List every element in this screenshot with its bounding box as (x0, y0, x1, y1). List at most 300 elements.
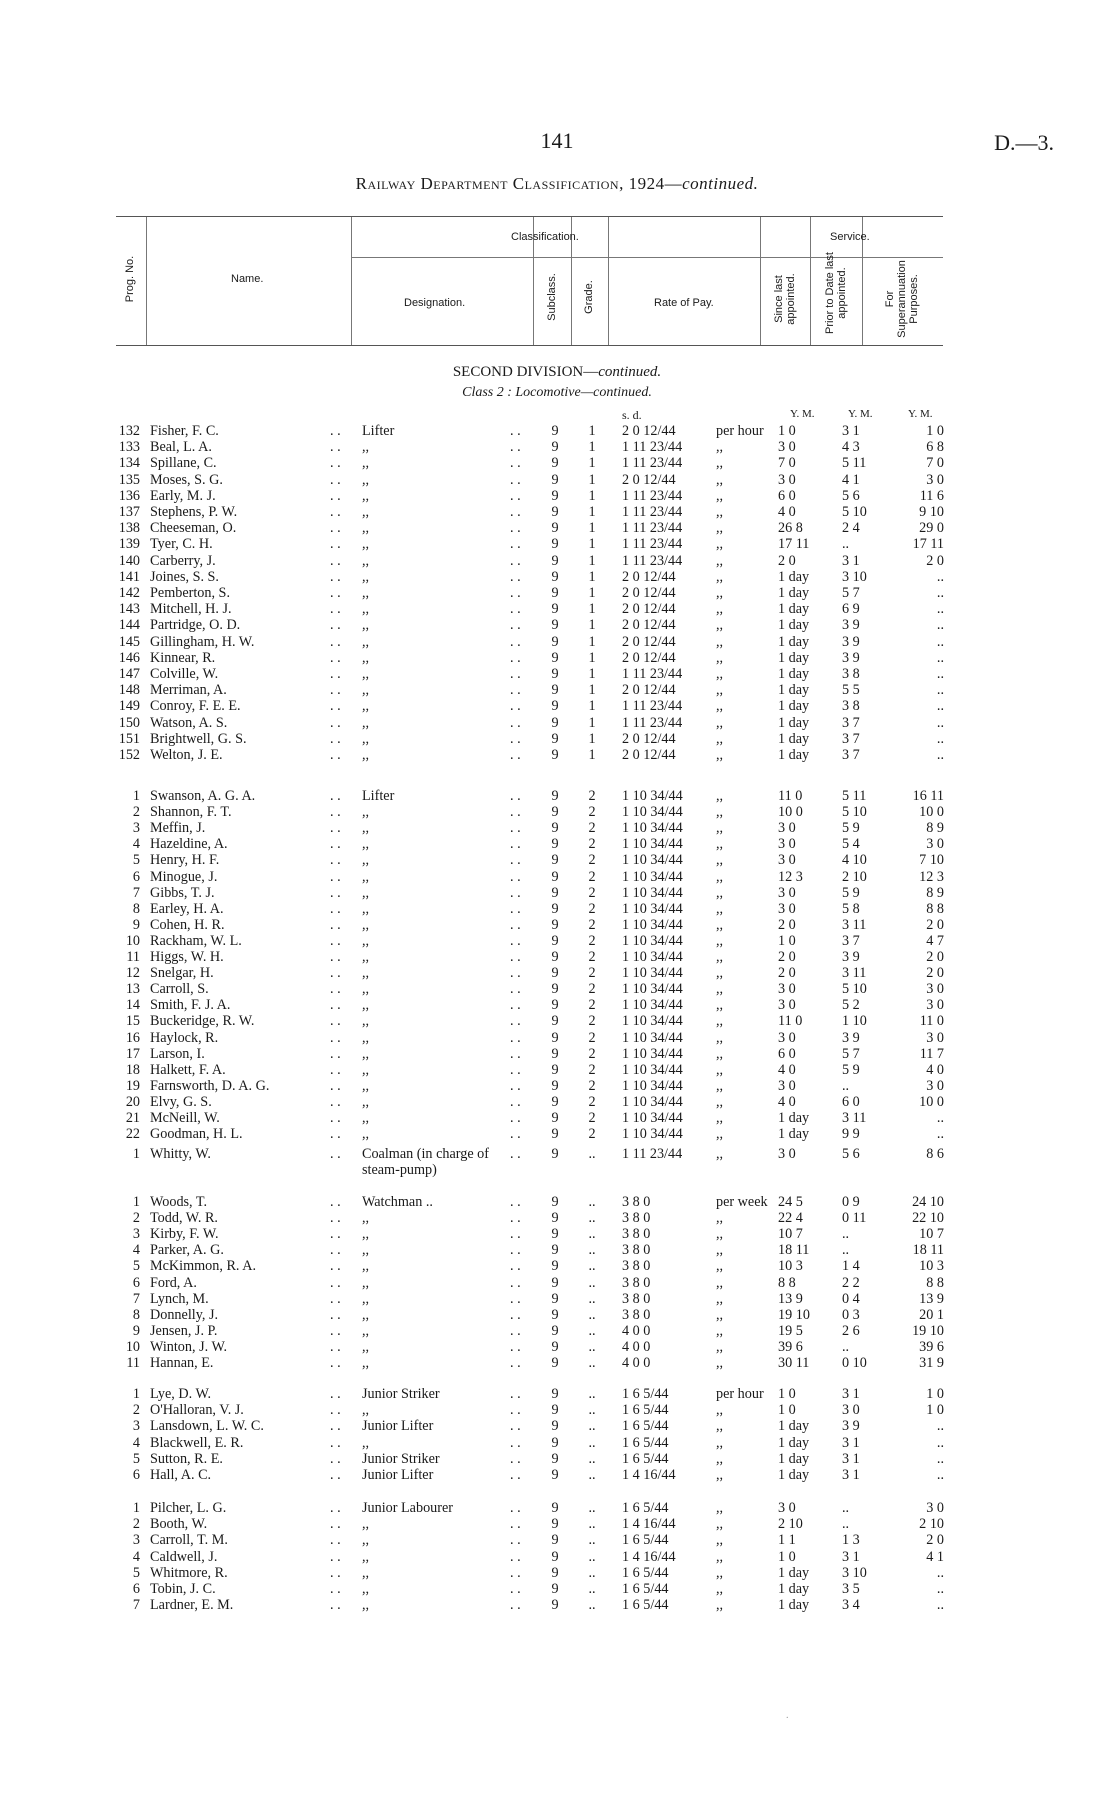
leader-dots: . . (510, 852, 521, 869)
table-row (0, 1110, 1114, 1126)
cell-no: 14 (125, 997, 140, 1014)
cell-s2: 5 5 (842, 682, 860, 699)
cell-grade: 2 (588, 1029, 596, 1046)
cell-sub: 9 (551, 788, 559, 804)
cell-s3: 4 1 (926, 1548, 944, 1565)
cell-name: Halkett, F. A. (150, 1061, 226, 1078)
units-ym2: Y. M. (848, 408, 873, 420)
cell-s3: .. (936, 1418, 944, 1435)
cell-s2: .. (842, 1077, 850, 1094)
table-row (0, 1046, 1114, 1062)
cell-rate: 1 10 34/44 (622, 1029, 683, 1046)
cell-rate: 1 10 34/44 (622, 916, 683, 933)
cell-no: 1 (132, 788, 140, 804)
cell-des: ,, (362, 552, 370, 569)
table-row (0, 949, 1114, 965)
table-row (0, 1094, 1114, 1110)
cell-name: Watson, A. S. (150, 714, 228, 731)
table-row (0, 747, 1114, 763)
cell-s3: .. (936, 1597, 944, 1614)
cell-des: ,, (362, 666, 370, 682)
cell-s1: 3 0 (778, 471, 796, 488)
cell-rate: 3 8 0 (622, 1274, 651, 1291)
cell-s1: 18 11 (778, 1242, 810, 1259)
cell-s1: 12 3 (778, 868, 803, 885)
cell-grade: .. (588, 1274, 596, 1291)
leader-dots: . . (330, 666, 341, 682)
cell-rate: 2 0 12/44 (622, 471, 676, 488)
leader-dots: . . (330, 1274, 341, 1291)
leader-dots: . . (330, 1500, 341, 1516)
cell-grade: 2 (588, 949, 596, 965)
leader-dots: . . (510, 666, 521, 682)
table-row (0, 1500, 1114, 1516)
cell-name: Joines, S. S. (150, 568, 219, 585)
cell-des: Lifter (362, 788, 395, 804)
leader-dots: . . (510, 1029, 521, 1046)
table-row (0, 1516, 1114, 1532)
cell-sub: 9 (551, 455, 559, 472)
leader-dots: . . (330, 1386, 341, 1402)
cell-rate: 2 0 12/44 (622, 682, 676, 699)
leader-dots: . . (510, 1077, 521, 1094)
cell-s3: 9 10 (919, 504, 944, 520)
header-subclass: Subclass. (546, 273, 558, 321)
cell-des: ,, (362, 1338, 370, 1355)
cell-rate: 1 10 34/44 (622, 1077, 683, 1094)
cell-unit: ,, (716, 617, 724, 634)
cell-s1: 1 day (778, 1110, 810, 1126)
cell-name: McNeill, W. (150, 1110, 220, 1126)
cell-no: 134 (118, 455, 140, 472)
cell-des: ,, (362, 949, 370, 965)
leader-dots: . . (330, 423, 341, 439)
cell-s3: 10 0 (919, 1093, 944, 1110)
cell-grade: .. (588, 1581, 596, 1597)
cell-no: 4 (132, 1548, 140, 1565)
cell-s2: 5 11 (842, 455, 867, 472)
cell-unit: ,, (716, 1013, 724, 1030)
cell-s1: 19 10 (778, 1306, 810, 1323)
cell-unit: ,, (716, 868, 724, 885)
cell-sub: 9 (551, 568, 559, 585)
table-row (0, 1062, 1114, 1078)
table-row (0, 715, 1114, 731)
cell-rate: 1 6 5/44 (622, 1418, 669, 1435)
cell-s2: 3 9 (842, 1418, 860, 1435)
cell-s1: 3 0 (778, 1146, 796, 1162)
leader-dots: . . (330, 1450, 341, 1467)
cell-sub: 9 (551, 666, 559, 682)
cell-no: 17 (125, 1045, 140, 1062)
cell-unit: ,, (716, 1322, 724, 1339)
division-title: SECOND DIVISION— (452, 364, 599, 380)
cell-no: 21 (125, 1110, 140, 1126)
cell-grade: 1 (588, 471, 596, 488)
leader-dots: . . (510, 868, 521, 885)
table-row (0, 885, 1114, 901)
leader-dots: . . (510, 1110, 521, 1126)
cell-sub: 9 (551, 1194, 559, 1210)
leader-dots: . . (330, 471, 341, 488)
cell-s2: 3 1 (842, 423, 860, 439)
leader-dots: . . (510, 423, 521, 439)
cell-grade: 1 (588, 601, 596, 618)
cell-s3: .. (936, 1126, 944, 1143)
cell-s2: 3 9 (842, 949, 860, 965)
cell-s3: .. (936, 585, 944, 601)
table-row (0, 601, 1114, 617)
cell-sub: 9 (551, 536, 559, 553)
cell-des: ,, (362, 1434, 370, 1451)
leader-dots: . . (330, 1146, 341, 1162)
cell-sub: 9 (551, 1564, 559, 1581)
cell-rate: 1 10 34/44 (622, 788, 683, 804)
cell-s1: 2 0 (778, 965, 796, 982)
cell-sub: 9 (551, 868, 559, 885)
cell-s1: 24 5 (778, 1194, 803, 1210)
cell-s1: 3 0 (778, 900, 796, 917)
cell-sub: 9 (551, 916, 559, 933)
cell-rate: 1 6 5/44 (622, 1581, 669, 1597)
cell-s1: 2 0 (778, 916, 796, 933)
leader-dots: . . (330, 852, 341, 869)
cell-rate: 3 8 0 (622, 1226, 651, 1243)
cell-grade: .. (588, 1500, 596, 1516)
cell-name: Booth, W. (150, 1516, 208, 1533)
cell-sub: 9 (551, 1093, 559, 1110)
cell-name: Moses, S. G. (150, 471, 223, 488)
cell-unit: ,, (716, 932, 724, 949)
cell-name: Pilcher, L. G. (150, 1500, 227, 1516)
leader-dots: . . (510, 439, 521, 456)
table-row (0, 1078, 1114, 1094)
leader-dots: . . (330, 900, 341, 917)
cell-name: Ford, A. (150, 1274, 197, 1291)
leader-dots: . . (510, 836, 521, 853)
cell-name: Shannon, F. T. (150, 804, 232, 821)
cell-s2: 5 9 (842, 1061, 860, 1078)
cell-s3: 2 0 (926, 949, 944, 965)
table-row (0, 1355, 1114, 1371)
cell-unit: ,, (716, 1338, 724, 1355)
cell-des: ,, (362, 1532, 370, 1549)
cell-sub: 9 (551, 1290, 559, 1307)
leader-dots: . . (510, 1126, 521, 1143)
cell-grade: 2 (588, 788, 596, 804)
cell-des: ,, (362, 1564, 370, 1581)
title-main: Railway Department Classification, 1924— (355, 174, 683, 193)
cell-sub: 9 (551, 439, 559, 456)
leader-dots: . . (510, 633, 521, 650)
cell-s1: 17 11 (778, 536, 810, 553)
leader-dots: . . (330, 747, 341, 763)
cell-sub: 9 (551, 1450, 559, 1467)
cell-sub: 9 (551, 1029, 559, 1046)
cell-s3: 4 7 (926, 932, 944, 949)
table-row (0, 1418, 1114, 1434)
table-row (0, 1339, 1114, 1355)
cell-unit: ,, (716, 1110, 724, 1126)
cell-rate: 1 11 23/44 (622, 439, 683, 456)
cell-no: 8 (132, 900, 140, 917)
cell-no: 7 (132, 1597, 140, 1614)
cell-des: ,, (362, 1013, 370, 1030)
cell-rate: 1 10 34/44 (622, 932, 683, 949)
cell-rate: 3 8 0 (622, 1242, 651, 1259)
leader-dots: . . (330, 1597, 341, 1614)
cell-s3: 31 9 (919, 1355, 944, 1371)
cell-no: 5 (132, 1450, 140, 1467)
cell-name: O'Halloran, V. J. (150, 1402, 244, 1419)
leader-dots: . . (510, 617, 521, 634)
cell-name: Fisher, F. C. (150, 423, 219, 439)
cell-s1: 11 0 (778, 1013, 803, 1030)
cell-s1: 1 day (778, 1467, 810, 1483)
cell-unit: ,, (716, 666, 724, 682)
cell-s2: 3 9 (842, 1029, 860, 1046)
cell-name: Carberry, J. (150, 552, 216, 569)
cell-grade: 1 (588, 455, 596, 472)
leader-dots: . . (510, 682, 521, 699)
cell-unit: ,, (716, 949, 724, 965)
leader-dots: . . (330, 1061, 341, 1078)
cell-rate: 2 0 12/44 (622, 423, 676, 439)
cell-grade: .. (588, 1467, 596, 1483)
cell-sub: 9 (551, 836, 559, 853)
leader-dots: . . (330, 868, 341, 885)
cell-no: 144 (118, 617, 140, 634)
cell-unit: ,, (716, 1146, 724, 1162)
cell-des: ,, (362, 965, 370, 982)
table-row (0, 504, 1114, 520)
cell-rate: 1 10 34/44 (622, 1061, 683, 1078)
cell-s2: 2 4 (842, 520, 860, 537)
table-row (0, 852, 1114, 868)
cell-s2: 6 0 (842, 1093, 860, 1110)
cell-unit: ,, (716, 455, 724, 472)
cell-s3: .. (936, 633, 944, 650)
cell-sub: 9 (551, 747, 559, 763)
cell-unit: ,, (716, 1126, 724, 1143)
cell-name: Carroll, T. M. (150, 1532, 228, 1549)
cell-s3: 7 10 (919, 852, 944, 869)
cell-grade: 2 (588, 1093, 596, 1110)
leader-dots: . . (330, 1029, 341, 1046)
leader-dots: . . (510, 884, 521, 901)
cell-grade: 1 (588, 649, 596, 666)
cell-no: 4 (132, 1434, 140, 1451)
cell-name: Donnelly, J. (150, 1306, 219, 1323)
cell-s1: 2 0 (778, 949, 796, 965)
leader-dots: . . (330, 1322, 341, 1339)
cell-grade: 2 (588, 1077, 596, 1094)
cell-name: Partridge, O. D. (150, 617, 241, 634)
cell-s3: 3 0 (926, 981, 944, 998)
cell-s2: 1 4 (842, 1258, 860, 1275)
cell-s3: .. (936, 666, 944, 682)
cell-des: ,, (362, 585, 370, 601)
leader-dots: . . (330, 455, 341, 472)
cell-grade: .. (588, 1226, 596, 1243)
cell-grade: .. (588, 1306, 596, 1323)
leader-dots: . . (510, 601, 521, 618)
cell-des: Watchman .. (362, 1194, 433, 1210)
cell-des: Junior Striker (362, 1386, 440, 1402)
cell-s3: 13 9 (919, 1290, 944, 1307)
cell-name: Caldwell, J. (150, 1548, 218, 1565)
table-row (0, 488, 1114, 504)
cell-s1: 2 10 (778, 1516, 803, 1533)
header-super: For Superannuation Purposes. (884, 260, 920, 338)
cell-grade: 1 (588, 698, 596, 715)
leader-dots: . . (510, 1146, 521, 1162)
page-number: 141 (540, 128, 574, 153)
cell-s3: .. (936, 1581, 944, 1597)
cell-grade: 2 (588, 868, 596, 885)
table-row (0, 997, 1114, 1013)
cell-des: ,, (362, 1402, 370, 1419)
leader-dots: . . (510, 747, 521, 763)
leader-dots: . . (510, 1242, 521, 1259)
table-row (0, 1013, 1114, 1029)
cell-grade: 2 (588, 1013, 596, 1030)
cell-sub: 9 (551, 1500, 559, 1516)
cell-sub: 9 (551, 1146, 559, 1162)
cell-name: Mitchell, H. J. (150, 601, 232, 618)
leader-dots: . . (330, 714, 341, 731)
cell-des: ,, (362, 1516, 370, 1533)
cell-no: 3 (132, 1226, 140, 1243)
header-prog-no: Prog. No. (124, 255, 136, 303)
leader-dots: . . (330, 1548, 341, 1565)
cell-rate: 1 10 34/44 (622, 949, 683, 965)
table-row (0, 1242, 1114, 1258)
leader-dots: . . (510, 649, 521, 666)
cell-s2: 3 7 (842, 932, 860, 949)
cell-sub: 9 (551, 1077, 559, 1094)
cell-name: Cohen, H. R. (150, 916, 225, 933)
cell-sub: 9 (551, 1242, 559, 1259)
cell-s1: 19 5 (778, 1322, 803, 1339)
cell-rate: 1 10 34/44 (622, 981, 683, 998)
cell-rate: 2 0 12/44 (622, 617, 676, 634)
table-row (0, 901, 1114, 917)
cell-unit: ,, (716, 1516, 724, 1533)
cell-rate: 1 4 16/44 (622, 1548, 676, 1565)
cell-sub: 9 (551, 852, 559, 869)
header-since: Since last appointed. (773, 273, 797, 325)
cell-sub: 9 (551, 1548, 559, 1565)
cell-des: ,, (362, 1242, 370, 1259)
cell-unit: ,, (716, 1061, 724, 1078)
cell-grade: 1 (588, 536, 596, 553)
document-reference: D.—3. (994, 130, 1054, 155)
cell-no: 137 (118, 504, 140, 520)
cell-unit: ,, (716, 1500, 724, 1516)
cell-des: ,, (362, 471, 370, 488)
cell-des: ,, (362, 916, 370, 933)
cell-sub: 9 (551, 1045, 559, 1062)
cell-no: 12 (125, 965, 140, 982)
cell-des: ,, (362, 487, 370, 504)
cell-s1: 4 0 (778, 504, 796, 520)
cell-no: 22 (125, 1126, 140, 1143)
cell-no: 11 (126, 1355, 140, 1371)
cell-s3: .. (936, 682, 944, 699)
cell-s3: 8 6 (926, 1146, 944, 1162)
cell-s1: 7 0 (778, 455, 796, 472)
cell-s2: 3 11 (842, 1110, 867, 1126)
cell-no: 19 (125, 1077, 140, 1094)
cell-no: 3 (132, 1532, 140, 1549)
table-row (0, 585, 1114, 601)
cell-no: 10 (125, 1338, 140, 1355)
table-row (0, 1146, 1114, 1178)
cell-sub: 9 (551, 698, 559, 715)
leader-dots: . . (510, 1338, 521, 1355)
table-row (0, 536, 1114, 552)
cell-rate: 1 10 34/44 (622, 836, 683, 853)
leader-dots: . . (510, 568, 521, 585)
table-row (0, 981, 1114, 997)
cell-name: Farnsworth, D. A. G. (150, 1077, 270, 1094)
table-row (0, 650, 1114, 666)
cell-unit: ,, (716, 1093, 724, 1110)
table-row (0, 1467, 1114, 1483)
cell-rate: 2 0 12/44 (622, 649, 676, 666)
table-row (0, 836, 1114, 852)
cell-sub: 9 (551, 1516, 559, 1533)
cell-grade: .. (588, 1210, 596, 1227)
cell-s1: 1 day (778, 1581, 810, 1597)
cell-des: Coalman (in charge of (362, 1146, 489, 1162)
cell-sub: 9 (551, 1013, 559, 1030)
leader-dots: . . (330, 1013, 341, 1030)
cell-unit: ,, (716, 788, 724, 804)
leader-dots: . . (510, 1516, 521, 1533)
header-designation: Designation. (404, 297, 466, 309)
leader-dots: . . (330, 552, 341, 569)
cell-rate: 2 0 12/44 (622, 730, 676, 747)
cell-unit: ,, (716, 1402, 724, 1419)
leader-dots: . . (510, 1093, 521, 1110)
cell-no: 152 (118, 747, 140, 763)
cell-s2: 1 10 (842, 1013, 867, 1030)
cell-sub: 9 (551, 730, 559, 747)
cell-sub: 9 (551, 633, 559, 650)
cell-sub: 9 (551, 1322, 559, 1339)
cell-des: ,, (362, 633, 370, 650)
table-row (0, 666, 1114, 682)
cell-s2: 5 10 (842, 504, 867, 520)
cell-des: ,, (362, 932, 370, 949)
cell-s3: .. (936, 714, 944, 731)
cell-rate: 1 11 23/44 (622, 714, 683, 731)
cell-des: ,, (362, 568, 370, 585)
cell-s2: .. (842, 1516, 850, 1533)
cell-no: 4 (132, 836, 140, 853)
leader-dots: . . (330, 788, 341, 804)
cell-sub: 9 (551, 1126, 559, 1143)
cell-unit: ,, (716, 552, 724, 569)
cell-s3: 24 10 (912, 1194, 944, 1210)
cell-s1: 3 0 (778, 981, 796, 998)
cell-name: Smith, F. J. A. (150, 997, 231, 1014)
cell-s3: 3 0 (926, 836, 944, 853)
cell-no: 7 (132, 1290, 140, 1307)
cell-s2: 6 9 (842, 601, 860, 618)
